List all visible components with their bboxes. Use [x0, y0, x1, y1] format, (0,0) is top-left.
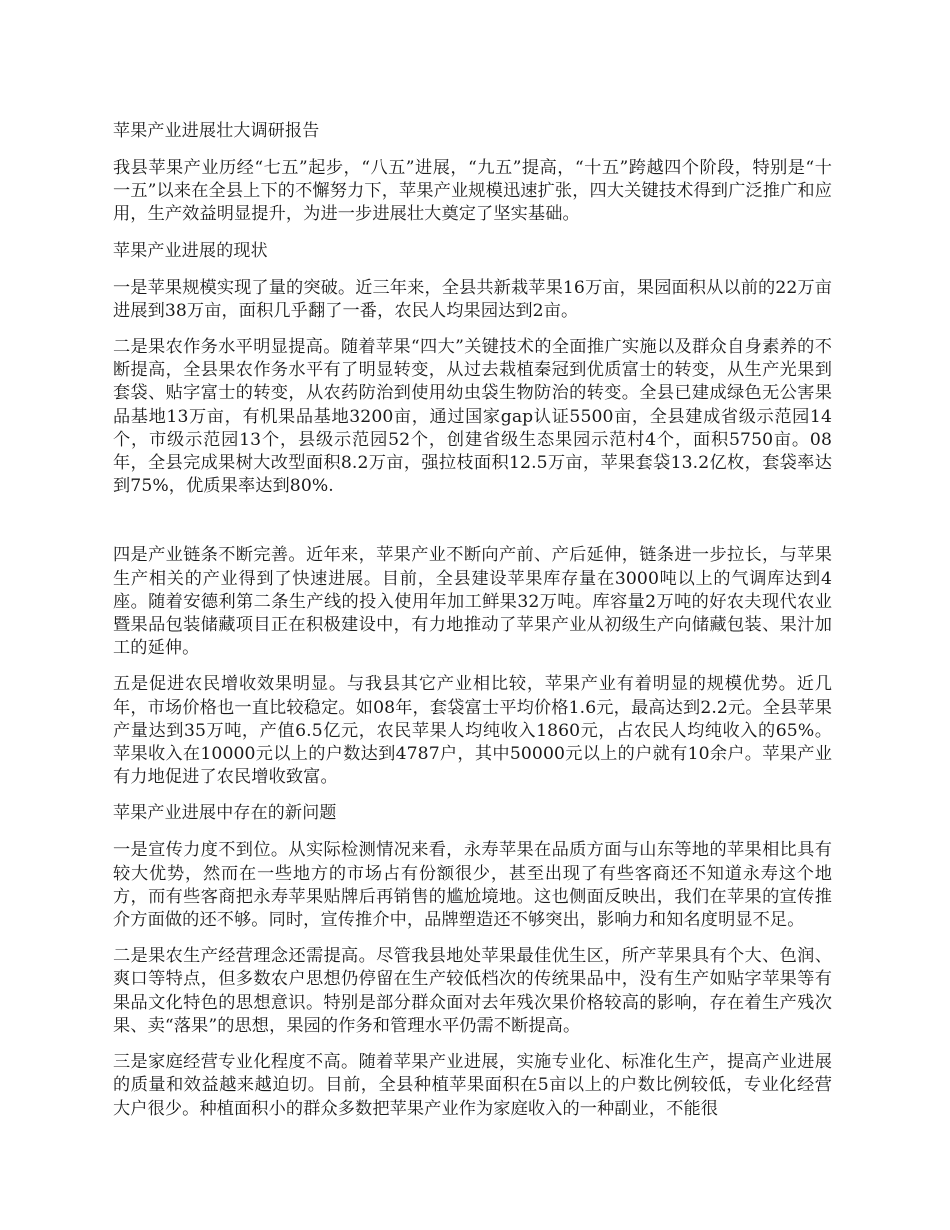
paragraph-gap [113, 511, 832, 544]
paragraph-income: 五是促进农民增收效果明显。与我县其它产业相比较，苹果产业有着明显的规模优势。近几年，市场价格也一直比较稳定。如08年，套袋富士平均价格1.6元，最高达到2.2元。全县苹果产量达到35万吨，产值6.5亿元，农民苹果人均纯收入1860元，占农民人均纯收入的65%。苹果收入在10000元以上的户数达到4787户，其中50000元以上的户就有10余户。苹果产业有力地促进了农民增收致富。 [113, 674, 832, 788]
paragraph-industry-chain: 四是产业链条不断完善。近年来，苹果产业不断向产前、产后延伸，链条进一步拉长，与苹果生产相关的产业得到了快速进展。目前，全县建设苹果库存量在3000吨以上的气调库达到4座。随着安德利第二条生产线的投入使用年加工鲜果32万吨。库容量2万吨的好农夫现代农业暨果品包装储藏项目正在积极建设中，有力地推动了苹果产业从初级生产向储藏包装、果汁加工的延伸。 [113, 545, 832, 659]
paragraph-scale: 一是苹果规模实现了量的突破。近三年来，全县共新栽苹果16万亩，果园面积从以前的22万亩进展到38万亩，面积几乎翻了一番，农民人均果园达到2亩。 [113, 277, 832, 321]
paragraph-management: 二是果农生产经营理念还需提高。尽管我县地处苹果最佳优生区，所产苹果具有个大、色润、爽口等特点，但多数农户思想仍停留在生产较低档次的传统果品中，没有生产如贴字苹果等有果品文化特色的思想意识。特别是部分群众面对去年残次果价格较高的影响，存在着生产残次果、卖“落果”的思想，果园的作务和管理水平仍需不断提高。 [113, 946, 832, 1036]
intro-paragraph: 我县苹果产业历经“七五”起步，“八五”进展，“九五”提高，“十五”跨越四个阶段，特别是“十一五”以来在全县上下的不懈努力下，苹果产业规模迅速扩张，四大关键技术得到广泛推广和应用，生产效益明显提升，为进一步进展壮大奠定了坚实基础。 [113, 158, 832, 225]
section-heading-problems: 苹果产业进展中存在的新问题 [113, 803, 337, 824]
document-title: 苹果产业进展壮大调研报告 [113, 121, 320, 141]
paragraph-publicity: 一是宣传力度不到位。从实际检测情况来看，永寿苹果在品质方面与山东等地的苹果相比具有较大优势，然而在一些地方的市场占有份额很少，甚至出现了有些客商还不知道永寿这个地方，而有些客商把永寿苹果贴牌后再销售的尴尬境地。这也侧面反映出，我们在苹果的宣传推介方面做的还不够。同时，宣传推介中，品牌塑造还不够突出，影响力和知名度明显不足。 [113, 840, 832, 931]
paragraph-specialization: 三是家庭经营专业化程度不高。随着苹果产业进展，实施专业化、标准化生产，提高产业进展的质量和效益越来越迫切。目前，全县种植苹果面积在5亩以上的户数比例较低，专业化经营大户很少。种植面积小的群众多数把苹果产业作为家庭收入的一种副业，不能很 [113, 1052, 832, 1119]
paragraph-farming-level: 二是果农作务水平明显提高。随着苹果“四大”关键技术的全面推广实施以及群众自身素养的不断提高，全县果农作务水平有了明显转变，从过去栽植秦冠到优质富士的转变，从生产光果到套袋、贴字富士的转变，从农药防治到使用幼虫袋生物防治的转变。全县已建成绿色无公害果品基地13万亩，有机果品基地3200亩，通过国家gap认证5500亩，全县建成省级示范园14个，市级示范园13个，县级示范园52个，创建省级生态果园示范村4个，面积5750亩。08年，全县完成果树大改型面积8.2万亩，强拉枝面积12.5万亩，苹果套袋13.2亿枚，套袋率达到75%，优质果率达到80%. [113, 337, 832, 497]
section-heading-status: 苹果产业进展的现状 [113, 240, 268, 261]
